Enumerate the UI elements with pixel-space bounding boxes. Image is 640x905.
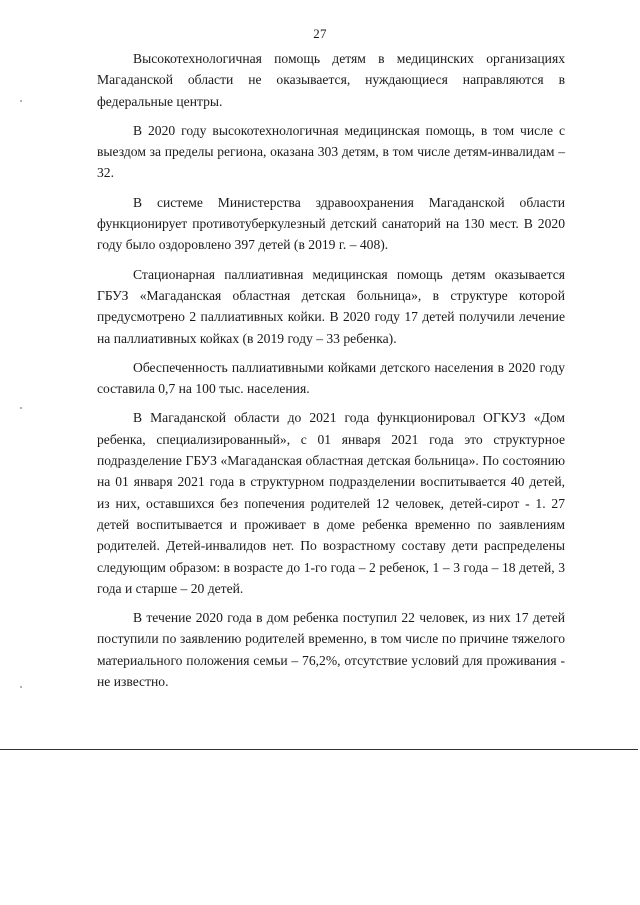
scan-margin-dot bbox=[20, 100, 22, 102]
scan-margin-dot bbox=[20, 407, 22, 409]
paragraph-tuberculosis-sanatorium: В системе Министерства здравоохранения Магаданской области функционирует противотуберкулезный детский санаторий на 130 мест. В 2020 году было оздоровлено 397 детей (в 2019 г. – 408). bbox=[97, 194, 565, 253]
page-divider-line bbox=[0, 749, 638, 750]
paragraph-childrens-home: В Магаданской области до 2021 года функционировал ОГКУЗ «Дом ребенка, специализированный», с 01 января 2021 года это структурное подразделение ГБУЗ «Магаданская областная детская больница». По состоянию на 01 января 2021 года в структурном подразделении воспитывается 40 детей, из них, оставшихся без попечения родителей 12 человек, детей-сирот - 1. 27 детей воспитывается и проживает в доме ребенка временно по заявлениям родителей. Детей-инвалидов нет. По возрастному составу дети распределены следующим образом: в возрасте до 1-го года – 2 ребенок, 1 – 3 года – 18 детей, 3 года и старше – 20 детей. bbox=[97, 410, 565, 596]
document-body bbox=[97, 48, 565, 700]
paragraph-high-tech-care: Высокотехнологичная помощь детям в медицинских организациях Магаданской области не оказывается, нуждающиеся направляются в федеральные центры. bbox=[97, 51, 565, 109]
paragraph-palliative-beds-ratio: Обеспеченность паллиативными койками детского населения в 2020 году составила 0,7 на 100 тыс. населения. bbox=[97, 359, 565, 397]
page-number: 27 bbox=[313, 26, 327, 41]
paragraph-childrens-home-admissions: В течение 2020 года в дом ребенка поступил 22 человек, из них 17 детей поступили по заявлению родителей временно, в том числе по причине тяжелого материального положения семьи – 76,2%, отсутствие условий для проживания - не известно. bbox=[97, 610, 565, 690]
paragraph-palliative-care: Стационарная паллиативная медицинская помощь детям оказывается ГБУЗ «Магаданская областная детская больница», в структуре которой предусмотрено 2 паллиативных койки. В 2020 году 17 детей получили лечение на паллиативных койках (в 2019 году – 33 ребенка). bbox=[97, 266, 565, 346]
scan-margin-dot bbox=[20, 686, 22, 688]
paragraph-high-tech-care-2020: В 2020 году высокотехнологичная медицинская помощь, в том числе с выездом за пределы региона, оказана 303 детям, в том числе детям-инвалидам – 32. bbox=[97, 122, 565, 181]
